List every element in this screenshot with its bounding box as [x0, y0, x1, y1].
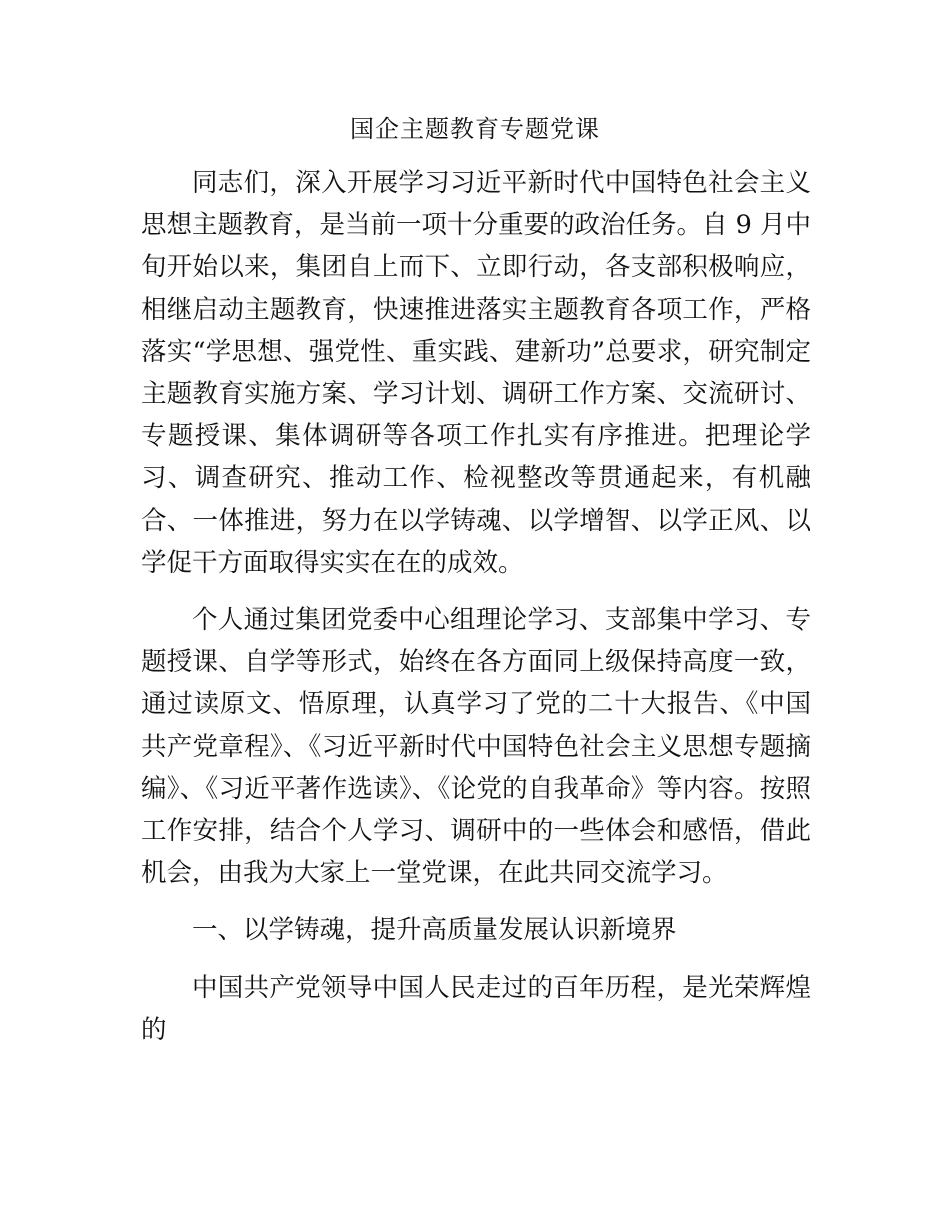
document-title: 国企主题教育专题党课 [350, 115, 600, 143]
document-body [141, 162, 811, 1051]
section-heading-1: 一、以学铸魂，提升高质量发展认识新境界 [192, 915, 677, 946]
paragraph-personal-study: 个人通过集团党委中心组理论学习、支部集中学习、专题授课、自学等形式，始终在各方面同上级保持高度一致，通过读原文、悟原理，认真学习了党的二十大报告、《中国共产党章程》、《习近平新时代中国特色社会主义思想专题摘编》、《习近平著作选读》、《论党的自我革命》等内容。按照工作安排，结合个人学习、调研中的一些体会和感悟，借此机会，由我为大家上一堂党课，在此共同交流学习。 [141, 605, 811, 889]
paragraph-intro: 同志们，深入开展学习习近平新时代中国特色社会主义思想主题教育，是当前一项十分重要的政治任务。自 9 月中旬开始以来，集团自上而下、立即行动，各支部积极响应，相继启动主题教育，快速推进落实主题教育各项工作，严格落实“学思想、强党性、重实践、建新功”总要求，研究制定主题教育实施方案、学习计划、调研工作方案、交流研讨、专题授课、集体调研等各项工作扎实有序推进。把理论学习、调查研究、推动工作、检视整改等贯通起来，有机融合、一体推进，努力在以学铸魂、以学增智、以学正风、以学促干方面取得实实在在的成效。 [141, 168, 811, 578]
paragraph-section-1: 中国共产党领导中国人民走过的百年历程，是光荣辉煌的 [141, 972, 811, 1045]
